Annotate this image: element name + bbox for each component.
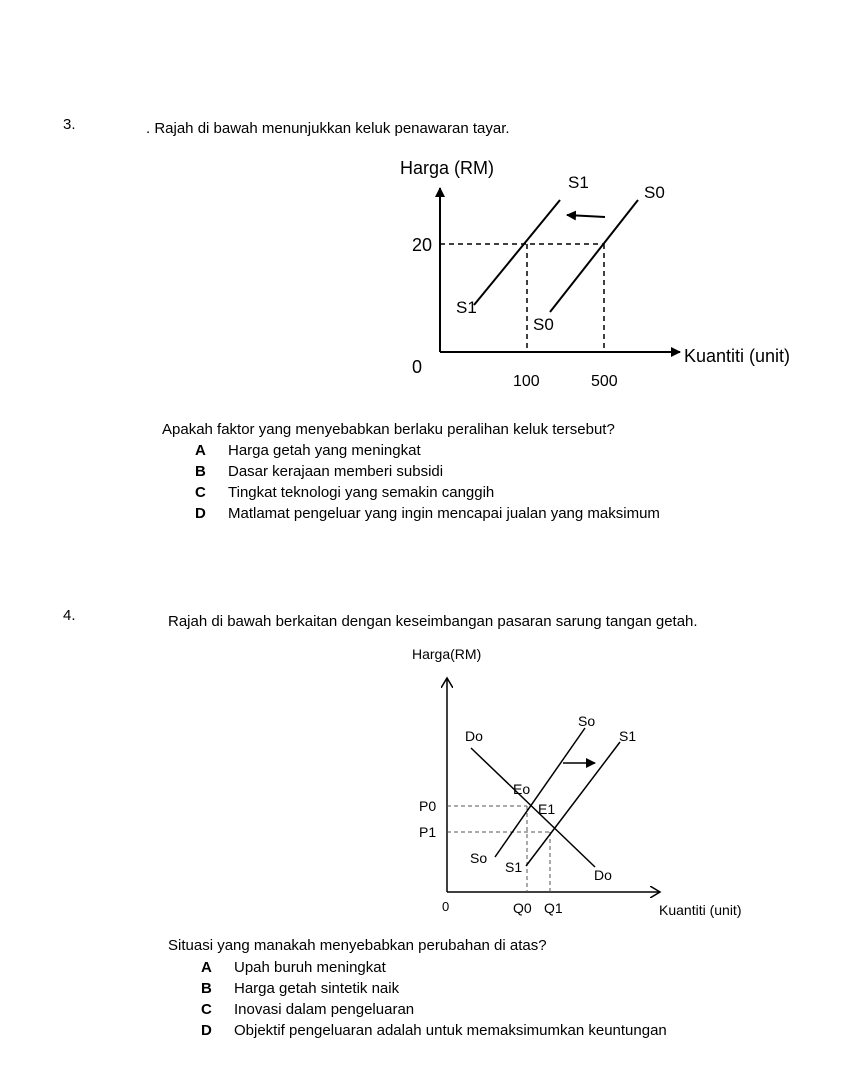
- q3-option-d[interactable]: D Matlamat pengeluar yang ingin mencapai jualan yang maksimum: [195, 505, 660, 522]
- q4-q0-label: Q0: [513, 900, 532, 916]
- q4-option-c[interactable]: C Inovasi dalam pengeluaran: [201, 1001, 415, 1018]
- q4-q1-label: Q1: [544, 900, 563, 916]
- q3-price-label: 20: [412, 235, 433, 255]
- q3-y-axis-label: Harga (RM): [400, 158, 495, 178]
- q4-supply-curve-so: [495, 728, 585, 857]
- q4-origin-label: 0: [442, 899, 450, 914]
- question-4-options: [201, 957, 667, 1041]
- question-4-stem: Rajah di bawah berkaitan dengan keseimbangan pasaran sarung tangan getah.: [168, 613, 698, 630]
- question-3-options: [195, 440, 660, 524]
- q3-option-a[interactable]: A Harga getah yang meningkat: [195, 442, 421, 459]
- q4-option-a[interactable]: A Upah buruh meningkat: [201, 959, 386, 976]
- question-3-stem: . Rajah di bawah menunjukkan keluk penawaran tayar.: [146, 120, 510, 137]
- q3-x-axis-label: Kuantiti (unit): [684, 346, 791, 366]
- q4-so-top-label: So: [578, 713, 596, 729]
- q3-origin-label: 0: [412, 357, 423, 377]
- q3-qty-label-500: 500: [591, 373, 618, 390]
- q4-option-d[interactable]: D Objektif pengeluaran adalah untuk memaksimumkan keuntungan: [201, 1022, 667, 1039]
- q3-s1-top-label: S1: [568, 173, 589, 192]
- q3-s0-bottom-label: S0: [533, 315, 554, 334]
- q3-supply-curve-s1: [474, 200, 560, 305]
- q4-y-axis-label: Harga(RM): [412, 646, 482, 662]
- question-3-number: 3.: [63, 116, 76, 133]
- q4-do-top-label: Do: [465, 728, 483, 744]
- q4-s1-bottom-label: S1: [505, 859, 523, 875]
- question-3-prompt: Apakah faktor yang menyebabkan berlaku peralihan keluk tersebut?: [162, 421, 615, 438]
- market-equilibrium-graph: [405, 640, 775, 925]
- question-4-number: 4.: [63, 607, 76, 624]
- q4-x-axis-label: Kuantiti (unit): [659, 902, 742, 918]
- q3-shift-arrow: [567, 215, 605, 217]
- q4-do-bottom-label: Do: [594, 867, 612, 883]
- q4-e1-label: E1: [538, 801, 556, 817]
- q3-s0-top-label: S0: [644, 183, 665, 202]
- q4-option-b[interactable]: B Harga getah sintetik naik: [201, 980, 400, 997]
- q4-eo-label: Eo: [513, 781, 531, 797]
- q3-option-c[interactable]: C Tingkat teknologi yang semakin canggih: [195, 484, 495, 501]
- q4-p1-label: P1: [419, 824, 437, 840]
- q4-p0-label: P0: [419, 798, 437, 814]
- q4-so-bottom-label: So: [470, 850, 488, 866]
- q3-option-b[interactable]: B Dasar kerajaan memberi subsidi: [195, 463, 444, 480]
- q4-demand-curve: [471, 748, 595, 867]
- supply-shift-graph: [390, 150, 800, 395]
- question-4-prompt: Situasi yang manakah menyebabkan perubahan di atas?: [168, 937, 547, 954]
- q3-s1-bottom-label: S1: [456, 298, 477, 317]
- q4-s1-top-label: S1: [619, 728, 637, 744]
- q3-qty-label-100: 100: [513, 373, 540, 390]
